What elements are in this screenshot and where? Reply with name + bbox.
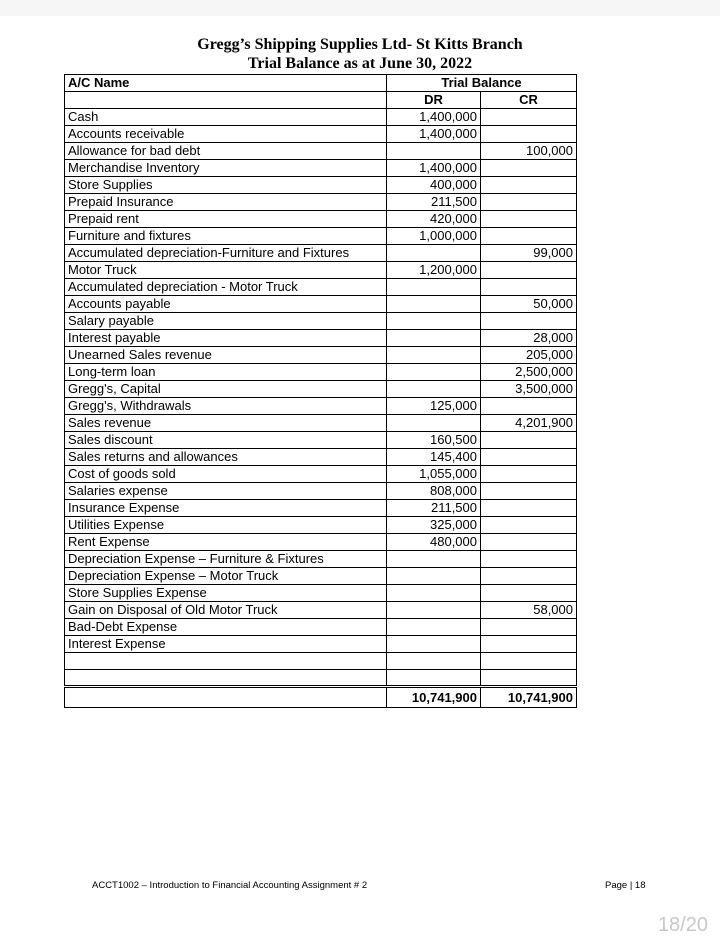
table-row — [65, 364, 577, 381]
dr-cell: 808,000 — [387, 483, 481, 500]
dr-cell — [387, 636, 481, 653]
dr-cell: 211,500 — [387, 500, 481, 517]
account-name-cell: Long-term loan — [65, 364, 387, 381]
account-name-cell: Insurance Expense — [65, 500, 387, 517]
empty-row — [65, 653, 577, 670]
dr-cell: 480,000 — [387, 534, 481, 551]
account-name-cell: Sales returns and allowances — [65, 449, 387, 466]
table-row — [65, 143, 577, 160]
dr-cell: 420,000 — [387, 211, 481, 228]
totals-label-cell — [65, 687, 387, 708]
table-row — [65, 398, 577, 415]
account-name-cell: Accounts payable — [65, 296, 387, 313]
total-dr: 10,741,900 — [387, 687, 481, 708]
dr-cell — [387, 364, 481, 381]
company-title: Gregg’s Shipping Supplies Ltd- St Kitts Branch — [197, 36, 523, 53]
acname-header: A/C Name — [65, 75, 387, 92]
empty-cell — [387, 670, 481, 687]
cr-cell — [481, 279, 577, 296]
dr-cell — [387, 143, 481, 160]
account-name-cell: Cash — [65, 109, 387, 126]
table-row — [65, 160, 577, 177]
cr-cell: 28,000 — [481, 330, 577, 347]
dr-cell: 1,400,000 — [387, 109, 481, 126]
cr-cell — [481, 398, 577, 415]
dr-cell: 1,400,000 — [387, 126, 481, 143]
account-name-cell: Depreciation Expense – Motor Truck — [65, 568, 387, 585]
empty-cell — [481, 670, 577, 687]
dr-cell — [387, 381, 481, 398]
cr-cell — [481, 449, 577, 466]
account-name-cell: Sales revenue — [65, 415, 387, 432]
account-name-cell: Cost of goods sold — [65, 466, 387, 483]
cr-cell — [481, 194, 577, 211]
footer-course: ACCT1002 – Introduction to Financial Accounting Assignment # 2 — [92, 880, 368, 891]
account-name-cell: Interest payable — [65, 330, 387, 347]
dr-cell: 1,055,000 — [387, 466, 481, 483]
table-row — [65, 551, 577, 568]
account-name-cell: Motor Truck — [65, 262, 387, 279]
cr-cell — [481, 483, 577, 500]
table-row — [65, 568, 577, 585]
account-name-cell: Allowance for bad debt — [65, 143, 387, 160]
table-row — [65, 619, 577, 636]
account-name-cell: Sales discount — [65, 432, 387, 449]
cr-cell — [481, 211, 577, 228]
table-row — [65, 483, 577, 500]
cr-cell — [481, 126, 577, 143]
account-name-cell: Rent Expense — [65, 534, 387, 551]
cr-cell — [481, 500, 577, 517]
table-row — [65, 109, 577, 126]
dr-cell — [387, 313, 481, 330]
account-name-cell: Store Supplies — [65, 177, 387, 194]
cr-cell — [481, 551, 577, 568]
cr-cell — [481, 313, 577, 330]
account-name-cell: Depreciation Expense – Furniture & Fixtures — [65, 551, 387, 568]
table-row — [65, 602, 577, 619]
dr-cell: 1,200,000 — [387, 262, 481, 279]
cr-cell — [481, 517, 577, 534]
totals-row — [65, 687, 577, 708]
cr-cell — [481, 534, 577, 551]
subheader-row — [65, 92, 577, 109]
dr-cell: 400,000 — [387, 177, 481, 194]
subheader-blank — [65, 92, 387, 109]
dr-cell — [387, 245, 481, 262]
cr-cell — [481, 585, 577, 602]
table-row — [65, 228, 577, 245]
footer-page: Page | 18 — [605, 880, 646, 891]
cr-cell: 4,201,900 — [481, 415, 577, 432]
account-name-cell: Gregg's, Capital — [65, 381, 387, 398]
document-page — [0, 16, 720, 940]
table-row — [65, 245, 577, 262]
empty-cell — [387, 653, 481, 670]
dr-cell — [387, 415, 481, 432]
table-row — [65, 211, 577, 228]
cr-cell — [481, 619, 577, 636]
dr-cell — [387, 568, 481, 585]
account-name-cell: Accounts receivable — [65, 126, 387, 143]
header-row — [65, 75, 577, 92]
empty-cell — [481, 653, 577, 670]
cr-cell: 99,000 — [481, 245, 577, 262]
cr-cell — [481, 262, 577, 279]
cr-cell — [481, 432, 577, 449]
trial-balance-table — [64, 74, 577, 708]
table-row — [65, 381, 577, 398]
dr-cell: 325,000 — [387, 517, 481, 534]
account-name-cell: Accumulated depreciation - Motor Truck — [65, 279, 387, 296]
cr-cell: 50,000 — [481, 296, 577, 313]
dr-cell: 145,400 — [387, 449, 481, 466]
table-row — [65, 262, 577, 279]
account-name-cell: Gregg's, Withdrawals — [65, 398, 387, 415]
table-row — [65, 432, 577, 449]
dr-cell — [387, 279, 481, 296]
account-name-cell: Unearned Sales revenue — [65, 347, 387, 364]
account-name-cell: Salaries expense — [65, 483, 387, 500]
dr-cell: 1,000,000 — [387, 228, 481, 245]
dr-cell — [387, 585, 481, 602]
account-name-cell: Prepaid Insurance — [65, 194, 387, 211]
cr-cell — [481, 568, 577, 585]
table-row — [65, 449, 577, 466]
cr-header: CR — [481, 92, 577, 109]
page-indicator: 18/20 — [657, 914, 708, 936]
dr-cell — [387, 619, 481, 636]
dr-cell: 211,500 — [387, 194, 481, 211]
total-cr: 10,741,900 — [481, 687, 577, 708]
cr-cell: 58,000 — [481, 602, 577, 619]
table-row — [65, 279, 577, 296]
cr-cell: 2,500,000 — [481, 364, 577, 381]
cr-cell — [481, 636, 577, 653]
table-row — [65, 415, 577, 432]
dr-cell: 1,400,000 — [387, 160, 481, 177]
dr-cell — [387, 296, 481, 313]
empty-row — [65, 670, 577, 687]
empty-cell — [65, 653, 387, 670]
table-row — [65, 296, 577, 313]
cr-cell — [481, 160, 577, 177]
trial-balance-header: Trial Balance — [387, 75, 577, 92]
dr-cell — [387, 602, 481, 619]
table-row — [65, 534, 577, 551]
account-name-cell: Bad-Debt Expense — [65, 619, 387, 636]
table-row — [65, 313, 577, 330]
table-row — [65, 466, 577, 483]
account-name-cell: Utilities Expense — [65, 517, 387, 534]
table-row — [65, 585, 577, 602]
account-name-cell: Merchandise Inventory — [65, 160, 387, 177]
account-name-cell: Furniture and fixtures — [65, 228, 387, 245]
dr-cell: 125,000 — [387, 398, 481, 415]
cr-cell: 205,000 — [481, 347, 577, 364]
table-row — [65, 636, 577, 653]
cr-cell — [481, 177, 577, 194]
cr-cell — [481, 466, 577, 483]
account-name-cell: Salary payable — [65, 313, 387, 330]
table-row — [65, 500, 577, 517]
account-name-cell: Gain on Disposal of Old Motor Truck — [65, 602, 387, 619]
dr-cell — [387, 347, 481, 364]
table-row — [65, 517, 577, 534]
account-name-cell: Prepaid rent — [65, 211, 387, 228]
table-row — [65, 347, 577, 364]
account-name-cell: Interest Expense — [65, 636, 387, 653]
account-name-cell: Accumulated depreciation-Furniture and Fixtures — [65, 245, 387, 262]
cr-cell — [481, 109, 577, 126]
table-row — [65, 194, 577, 211]
dr-cell — [387, 330, 481, 347]
table-row — [65, 330, 577, 347]
table-row — [65, 177, 577, 194]
empty-cell — [65, 670, 387, 687]
dr-cell — [387, 551, 481, 568]
cr-cell — [481, 228, 577, 245]
dr-cell: 160,500 — [387, 432, 481, 449]
cr-cell: 100,000 — [481, 143, 577, 160]
cr-cell: 3,500,000 — [481, 381, 577, 398]
table-row — [65, 126, 577, 143]
account-name-cell: Store Supplies Expense — [65, 585, 387, 602]
report-title: Trial Balance as at June 30, 2022 — [247, 55, 473, 72]
dr-header: DR — [387, 92, 481, 109]
